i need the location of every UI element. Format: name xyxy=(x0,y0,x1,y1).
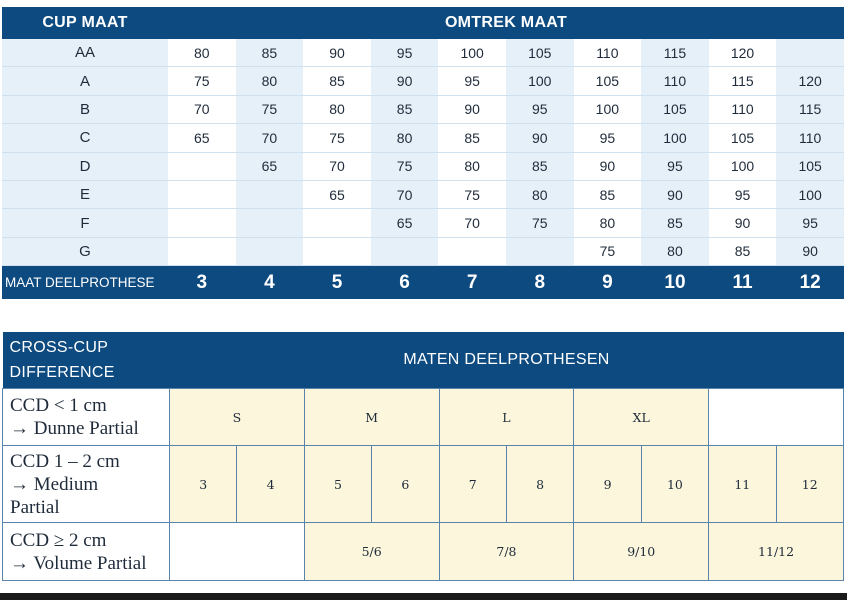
partial-size-label: MAAT DEELPROTHESE xyxy=(2,266,168,300)
band-size-cell: 105 xyxy=(506,39,574,67)
band-size-header: OMTREK MAAT xyxy=(168,7,844,39)
band-size-cell: 90 xyxy=(438,95,506,123)
band-size-cell: 85 xyxy=(506,152,574,180)
table-row xyxy=(2,124,844,152)
band-size-cell xyxy=(168,152,236,180)
band-size-cell xyxy=(776,39,844,67)
band-size-cell: 95 xyxy=(776,209,844,237)
band-size-cell: 90 xyxy=(574,152,642,180)
size-cell: 10 xyxy=(641,446,708,523)
band-size-cell: 95 xyxy=(371,39,439,67)
band-size-cell: 70 xyxy=(236,124,304,152)
size-cell: 5/6 xyxy=(304,523,439,581)
band-size-cell xyxy=(236,237,304,265)
band-size-cell xyxy=(371,237,439,265)
partial-size-number: 5 xyxy=(303,266,371,300)
table-row xyxy=(2,237,844,265)
band-size-cell: 105 xyxy=(574,67,642,95)
ccd-partial-type: → Volume Partial xyxy=(10,552,147,574)
band-size-cell: 90 xyxy=(506,124,574,152)
band-size-cell: 100 xyxy=(776,180,844,208)
band-size-cell: 65 xyxy=(168,124,236,152)
band-size-cell: 110 xyxy=(641,67,709,95)
band-size-cell xyxy=(506,237,574,265)
band-size-cell: 75 xyxy=(303,124,371,152)
ccd-row-label xyxy=(3,446,170,523)
band-size-cell: 70 xyxy=(371,180,439,208)
band-size-cell: 85 xyxy=(641,209,709,237)
band-size-cell: 80 xyxy=(303,95,371,123)
band-size-cell: 85 xyxy=(371,95,439,123)
size-cell: 8 xyxy=(506,446,573,523)
band-size-cell: 90 xyxy=(371,67,439,95)
band-size-cell: 95 xyxy=(438,67,506,95)
band-size-cell: 90 xyxy=(303,39,371,67)
band-size-cell: 65 xyxy=(236,152,304,180)
band-size-cell: 100 xyxy=(709,152,777,180)
size-cell: 7/8 xyxy=(439,523,574,581)
band-size-cell: 75 xyxy=(438,180,506,208)
band-size-cell xyxy=(236,180,304,208)
cup-size-cell: B xyxy=(2,95,168,123)
table-row xyxy=(2,39,844,67)
partial-size-number: 10 xyxy=(641,266,709,300)
size-cell: L xyxy=(439,389,574,446)
band-size-cell: 75 xyxy=(574,237,642,265)
header-line: DIFFERENCE xyxy=(9,364,115,381)
band-size-cell: 100 xyxy=(438,39,506,67)
band-size-cell: 85 xyxy=(574,180,642,208)
size-cell: XL xyxy=(574,389,709,446)
partial-size-number: 12 xyxy=(776,266,844,300)
band-size-cell: 105 xyxy=(776,152,844,180)
size-cell: 4 xyxy=(237,446,304,523)
size-cell: 11 xyxy=(709,446,776,523)
band-size-cell xyxy=(168,180,236,208)
band-size-cell: 100 xyxy=(506,67,574,95)
band-size-cell xyxy=(236,209,304,237)
size-cell: M xyxy=(304,389,439,446)
band-size-cell xyxy=(303,209,371,237)
band-size-cell: 70 xyxy=(438,209,506,237)
band-size-cell: 115 xyxy=(641,39,709,67)
band-size-cell: 80 xyxy=(236,67,304,95)
band-size-cell: 110 xyxy=(574,39,642,67)
ccd-partial-type: → Dunne Partial xyxy=(10,418,139,439)
band-size-cell: 80 xyxy=(371,124,439,152)
size-cell: 11/12 xyxy=(709,523,844,581)
band-size-cell: 80 xyxy=(438,152,506,180)
ccd-range: CCD 1 – 2 cm xyxy=(10,450,120,472)
band-size-cell: 80 xyxy=(168,39,236,67)
cup-size-cell: F xyxy=(2,209,168,237)
band-size-cell: 85 xyxy=(303,67,371,95)
cross-cup-difference-table xyxy=(2,332,844,581)
cross-cup-difference-header xyxy=(3,332,170,389)
table-row xyxy=(3,523,844,581)
table-row xyxy=(3,389,844,446)
ccd-partial-type: Partial xyxy=(10,496,60,518)
cup-size-cell: D xyxy=(2,152,168,180)
band-size-cell: 95 xyxy=(641,152,709,180)
partial-size-footer-row xyxy=(2,266,844,300)
band-size-cell: 120 xyxy=(709,39,777,67)
cup-size-cell: E xyxy=(2,180,168,208)
ccd-partial-type: → Medium xyxy=(10,473,99,495)
band-size-cell: 90 xyxy=(641,180,709,208)
table-row xyxy=(2,180,844,208)
size-cell: 6 xyxy=(372,446,439,523)
band-size-cell: 75 xyxy=(168,67,236,95)
size-cell: 7 xyxy=(439,446,506,523)
band-size-cell: 90 xyxy=(776,237,844,265)
band-size-cell: 105 xyxy=(641,95,709,123)
band-size-cell: 80 xyxy=(641,237,709,265)
band-size-cell xyxy=(168,237,236,265)
cup-size-cell: A xyxy=(2,67,168,95)
partial-size-number: 9 xyxy=(574,266,642,300)
bottom-divider xyxy=(0,593,847,600)
band-size-cell: 85 xyxy=(438,124,506,152)
ccd-range: CCD < 1 cm xyxy=(10,395,107,416)
empty-cell xyxy=(709,389,844,446)
band-size-cell: 70 xyxy=(168,95,236,123)
partial-sizes-header: MATEN DEELPROTHESEN xyxy=(170,332,844,389)
band-size-cell: 80 xyxy=(574,209,642,237)
size-cell: 3 xyxy=(170,446,237,523)
size-cell: 5 xyxy=(304,446,371,523)
size-table-body xyxy=(2,39,844,299)
band-size-cell: 95 xyxy=(574,124,642,152)
ccd-row-label xyxy=(3,523,170,581)
size-cell: 9 xyxy=(574,446,641,523)
size-cell: 9/10 xyxy=(574,523,709,581)
band-size-cell: 120 xyxy=(776,67,844,95)
band-size-cell: 75 xyxy=(236,95,304,123)
partial-size-number: 8 xyxy=(506,266,574,300)
cup-size-table xyxy=(2,7,844,299)
table-row xyxy=(2,152,844,180)
band-size-cell: 65 xyxy=(371,209,439,237)
cup-size-cell: G xyxy=(2,237,168,265)
band-size-cell: 65 xyxy=(303,180,371,208)
band-size-cell: 85 xyxy=(236,39,304,67)
band-size-cell: 75 xyxy=(506,209,574,237)
band-size-cell: 100 xyxy=(574,95,642,123)
band-size-cell: 105 xyxy=(709,124,777,152)
table-row xyxy=(2,209,844,237)
header-line: CROSS-CUP xyxy=(9,339,109,356)
table-row xyxy=(2,95,844,123)
cup-size-header: CUP MAAT xyxy=(2,7,168,39)
band-size-cell xyxy=(303,237,371,265)
band-size-cell xyxy=(438,237,506,265)
ccd-row-label xyxy=(3,389,170,446)
band-size-cell: 95 xyxy=(506,95,574,123)
band-size-cell: 115 xyxy=(776,95,844,123)
partial-size-number: 7 xyxy=(438,266,506,300)
cup-size-cell: C xyxy=(2,124,168,152)
band-size-cell: 100 xyxy=(641,124,709,152)
band-size-cell: 80 xyxy=(506,180,574,208)
empty-cell xyxy=(170,523,305,581)
size-cell: 12 xyxy=(776,446,843,523)
cup-size-cell: AA xyxy=(2,39,168,67)
partial-size-number: 3 xyxy=(168,266,236,300)
partial-size-number: 6 xyxy=(371,266,439,300)
partial-size-number: 11 xyxy=(709,266,777,300)
band-size-cell: 85 xyxy=(709,237,777,265)
table-row xyxy=(3,446,844,523)
band-size-cell: 110 xyxy=(776,124,844,152)
band-size-cell: 115 xyxy=(709,67,777,95)
size-cell: S xyxy=(170,389,305,446)
band-size-cell: 95 xyxy=(709,180,777,208)
band-size-cell: 75 xyxy=(371,152,439,180)
ccd-table-body xyxy=(3,389,844,581)
band-size-cell: 110 xyxy=(709,95,777,123)
table-row xyxy=(2,67,844,95)
partial-size-number: 4 xyxy=(236,266,304,300)
band-size-cell: 90 xyxy=(709,209,777,237)
ccd-range: CCD ≥ 2 cm xyxy=(10,529,107,551)
band-size-cell: 70 xyxy=(303,152,371,180)
band-size-cell xyxy=(168,209,236,237)
